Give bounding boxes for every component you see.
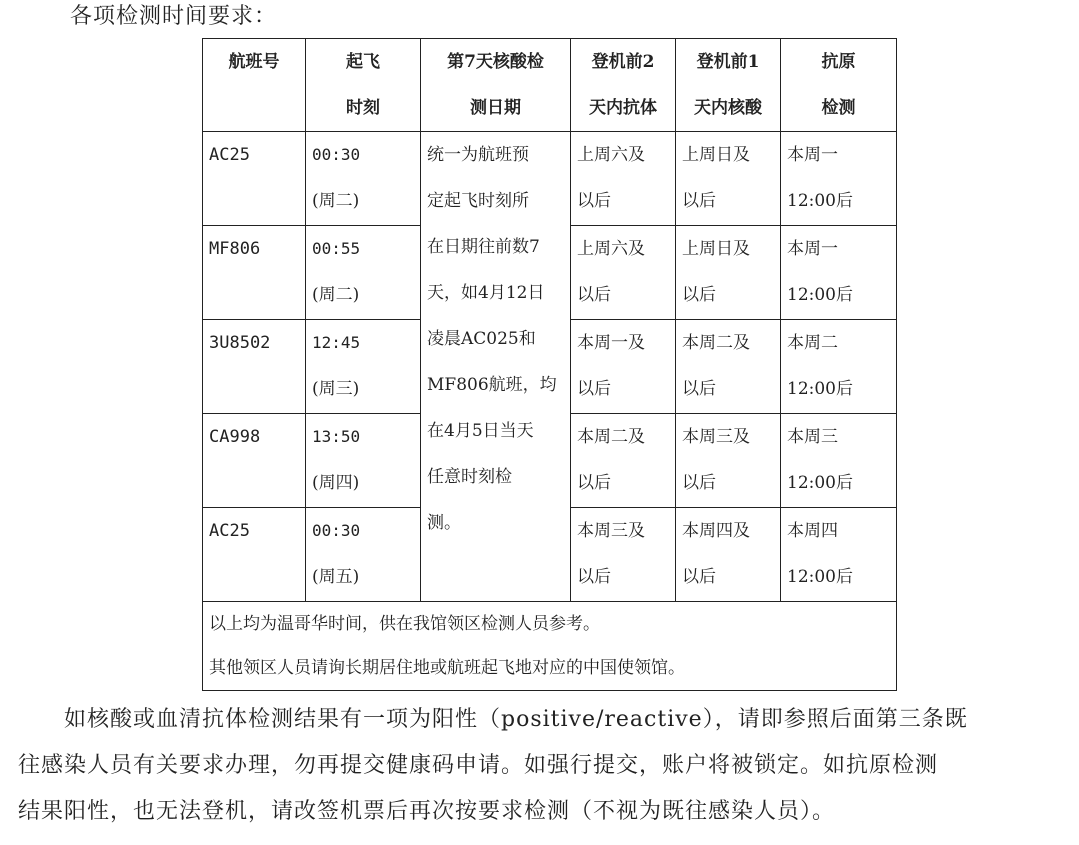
footnote-line-1: 以上均为温哥华时间，供在我馆领区检测人员参考。 <box>209 614 600 634</box>
testing-schedule-table <box>202 38 897 691</box>
footnote-line-2: 其他领区人员请询长期居住地或航班起飞地对应的中国使领馆。 <box>209 658 685 678</box>
time-cell: 00:30 (周二) <box>306 132 421 226</box>
time-cell: 00:55 (周二) <box>306 226 421 320</box>
time-cell: 13:50 (周四) <box>306 414 421 508</box>
nucleic-cell: 本周四及 以后 <box>676 508 781 602</box>
nucleic-cell: 上周日及 以后 <box>676 132 781 226</box>
header-flight: 航班号 <box>203 39 306 132</box>
table-row <box>203 132 897 226</box>
antigen-cell: 本周一 12:00后 <box>781 132 897 226</box>
antibody-cell: 本周一及 以后 <box>571 320 676 414</box>
flight-cell: CA998 <box>203 414 306 508</box>
table-footnote <box>203 602 897 691</box>
time-cell: 12:45 (周三) <box>306 320 421 414</box>
antigen-cell: 本周四 12:00后 <box>781 508 897 602</box>
flight-cell: MF806 <box>203 226 306 320</box>
time-cell: 00:30 (周五) <box>306 508 421 602</box>
flight-cell: 3U8502 <box>203 320 306 414</box>
section-heading: 各项检测时间要求： <box>70 4 278 29</box>
flight-cell: AC25 <box>203 508 306 602</box>
antigen-cell: 本周二 12:00后 <box>781 320 897 414</box>
antibody-cell: 上周六及 以后 <box>571 132 676 226</box>
nucleic-cell: 本周三及 以后 <box>676 414 781 508</box>
flight-cell: AC25 <box>203 132 306 226</box>
day7-note-cell: 统一为航班预 定起飞时刻所 在日期往前数7 天，如4月12日 凌晨AC025和 MF806航班，均 在4月5日当天 任意时刻检 测。 <box>421 132 571 602</box>
antibody-cell: 本周二及 以后 <box>571 414 676 508</box>
header-departure-time: 起飞 时刻 <box>306 39 421 132</box>
body-paragraph-line-3: 结果阳性，也无法登机，请改签机票后再次按要求检测（不视为既往感染人员）。 <box>18 799 836 824</box>
nucleic-cell: 本周二及 以后 <box>676 320 781 414</box>
antigen-cell: 本周三 12:00后 <box>781 414 897 508</box>
header-antibody-2days: 登机前2 天内抗体 <box>571 39 676 132</box>
body-paragraph-line-2: 往感染人员有关要求办理，勿再提交健康码申请。如强行提交，账户将被锁定。如抗原检测 <box>18 753 939 778</box>
antibody-cell: 上周六及 以后 <box>571 226 676 320</box>
table-footnote-row <box>203 602 897 691</box>
header-antigen: 抗原 检测 <box>781 39 897 132</box>
header-day7-nucleic-date: 第7天核酸检 测日期 <box>421 39 571 132</box>
antigen-cell: 本周一 12:00后 <box>781 226 897 320</box>
body-paragraph-line-1: 如核酸或血清抗体检测结果有一项为阳性（positive/reactive），请即参照后面第三条既 <box>18 707 968 732</box>
nucleic-cell: 上周日及 以后 <box>676 226 781 320</box>
table-header-row <box>203 39 897 132</box>
antibody-cell: 本周三及 以后 <box>571 508 676 602</box>
header-nucleic-1day: 登机前1 天内核酸 <box>676 39 781 132</box>
